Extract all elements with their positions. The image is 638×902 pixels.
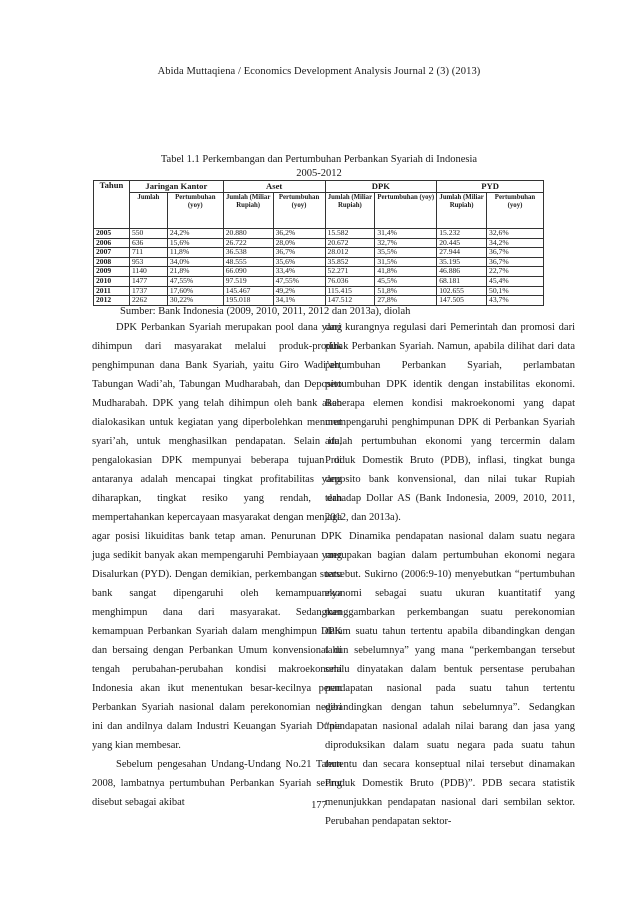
paragraph-dpk: DPK Perbankan Syariah merupakan pool dana yang dihimpun dari masyarakat melalui produk-produk penghimpunan dana Bank Syariah, yaitu Giro Wadi’ah, Tabungan Wadi’ah, Tabungan Mudharabah, dan Deposito Mudharabah. DPK yang telah dihimpun oleh bank akan dialokasikan untuk kegiatan yang diperbolehkan menurut syari’ah, untuk menghasilkan pendapatan. Selain itu, pengalokasian DPK mempunyai beberapa tujuan di antaranya adalah mencapai tingkat profitabilitas yang diharapkan, tingkat resiko yang rendah, dan mempertahankan kepercayaan masyarakat dengan menjaga agar posisi likuiditas bank tetap aman. Penurunan DPK juga sedikit banyak akan mempengaruhi Pembiayaan yang Disalurkan (PYD). Dengan demikian, perkembangan suatu bank sangat dipengaruhi oleh kemampuannya menghimpun dana dari masyarakat. Sedangkan kemampuan Perbankan Syariah dalam menghimpun DPK dan bersaing dengan Perbankan Umum konvensional di tengah perubahan-perubahan kondisi makroekonomi Indonesia akan ikut menentukan besar-kecilnya peran Perbankan Syariah nasional dalam perekonomian negeri ini dan andilnya dalam Industri Keuangan Syariah Dunia yang kian membesar. — [92, 322, 342, 751]
sub-header: Jumlah (Miliar Rupiah) — [437, 193, 487, 229]
table-cell: 20.672 — [325, 238, 375, 248]
left-column — [92, 318, 342, 812]
table-cell: 195.018 — [223, 296, 273, 306]
table-cell: 20.445 — [437, 238, 487, 248]
table-row — [94, 257, 544, 267]
col-header-jaringan-kantor: Jaringan Kantor — [129, 181, 223, 193]
table-cell: 953 — [129, 257, 167, 267]
table-cell: 27,8% — [375, 296, 437, 306]
table-cell: 145.467 — [223, 286, 273, 296]
table-cell: 1477 — [129, 276, 167, 286]
table-row — [94, 296, 544, 306]
running-header: Abida Muttaqiena / Economics Development Analysis Journal 2 (3) (2013) — [157, 66, 481, 77]
table-cell: 2262 — [129, 296, 167, 306]
table-cell: 147.505 — [437, 296, 487, 306]
paragraph-dinamika: Dinamika pendapatan nasional dalam suatu negara merupakan bagian dalam pertumbuhan ekonomi negara tersebut. Sukirno (2006:9-10) menyebutkan “pertumbuhan ekonomi sebagai suatu ukuran kuantitatif yang menggambarkan perkembangan suatu perekonomian dalam suatu tahun tertentu apabila dibandingkan dengan tahun sebelumnya” yang mana “perkembangan tersebut selalu dinyatakan dalam bentuk persentase perubahan pendapatan nasional pada suatu tahun tertentu dibandingkan dengan tahun sebelumnya”. Sedangkan “pendapatan nasional adalah nilai barang dan jasa yang diproduksikan dalam suatu negara pada suatu tahun tertentu dan secara konseptual nilai tersebut dinamakan Produk Domestik Bruto (PDB)”. PDB secara statistik menunjukkan pendapatan nasional dari sembilan sektor. Perubahan pendapatan sektor- — [325, 531, 575, 827]
table-cell: 35,5% — [375, 248, 437, 258]
table-cell: 711 — [129, 248, 167, 258]
table-cell: 34,2% — [487, 238, 544, 248]
table-cell: 17,60% — [167, 286, 223, 296]
table-cell: 28,0% — [273, 238, 325, 248]
table-cell: 31,4% — [375, 229, 437, 239]
col-header-tahun: Tahun — [94, 181, 130, 229]
table-row — [94, 238, 544, 248]
table-cell: 36,2% — [273, 229, 325, 239]
table-source: Sumber: Bank Indonesia (2009, 2010, 2011, 2012 dan 2013a), diolah — [120, 306, 411, 317]
table-cell: 52.271 — [325, 267, 375, 277]
table-cell: 31,5% — [375, 257, 437, 267]
col-header-aset: Aset — [223, 181, 325, 193]
row-year-cell: 2007 — [94, 248, 130, 258]
sub-header: Pertumbuhan (yoy) — [375, 193, 437, 229]
table-cell: 36.538 — [223, 248, 273, 258]
table-cell: 76.036 — [325, 276, 375, 286]
row-year-cell: 2008 — [94, 257, 130, 267]
row-year-cell: 2009 — [94, 267, 130, 277]
sub-header: Jumlah — [129, 193, 167, 229]
table-cell: 34,0% — [167, 257, 223, 267]
table-cell: 22,7% — [487, 267, 544, 277]
table-cell: 36,7% — [273, 248, 325, 258]
table-cell: 550 — [129, 229, 167, 239]
table-cell: 47,55% — [167, 276, 223, 286]
table-cell: 66.090 — [223, 267, 273, 277]
table-cell: 1737 — [129, 286, 167, 296]
row-year-cell: 2012 — [94, 296, 130, 306]
paragraph-regulasi: dari kurangnya regulasi dari Pemerintah dan promosi dari pihak Perbankan Syariah. Namun, apabila dilihat dari data pertumbuhan Perbankan Syariah, perlambatan pertumbuhan DPK identik dengan instabilitas ekonomi. Beberapa elemen kondisi makroekonomi yang dapat mempengaruhi penghimpunan DPK di Perbankan Syariah adalah pertumbuhan ekonomi yang tercermin dalam Produk Domestik Bruto (PDB), inflasi, tingkat bunga deposito bank konvensional, dan nilai tukar Rupiah terhadap Dollar AS (Bank Indonesia, 2009, 2010, 2011, 2012, dan 2013a). — [325, 322, 575, 523]
page-number: 177 — [311, 800, 327, 811]
table-cell: 68.181 — [437, 276, 487, 286]
table-cell: 102.655 — [437, 286, 487, 296]
sub-header: Pertumbuhan (yoy) — [487, 193, 544, 229]
table-cell: 15.582 — [325, 229, 375, 239]
table-cell: 1140 — [129, 267, 167, 277]
table-cell: 35.852 — [325, 257, 375, 267]
table-sub-header-row — [94, 193, 544, 229]
table-cell: 24,2% — [167, 229, 223, 239]
right-column — [325, 318, 575, 831]
table-cell: 32,6% — [487, 229, 544, 239]
table-cell: 51,8% — [375, 286, 437, 296]
row-year-cell: 2006 — [94, 238, 130, 248]
table-cell: 15.232 — [437, 229, 487, 239]
row-year-cell: 2005 — [94, 229, 130, 239]
table-cell: 41,8% — [375, 267, 437, 277]
sub-header: Pertumbuhan (yoy) — [167, 193, 223, 229]
sub-header: Jumlah (Miliar Rupiah) — [325, 193, 375, 229]
table-cell: 21,8% — [167, 267, 223, 277]
table-cell: 27.944 — [437, 248, 487, 258]
table-cell: 20.880 — [223, 229, 273, 239]
table-row — [94, 248, 544, 258]
table-cell: 35,6% — [273, 257, 325, 267]
table-row — [94, 276, 544, 286]
caption-title: Tabel 1.1 Perkembangan dan Pertumbuhan Perbankan Syariah di Indonesia — [160, 154, 478, 165]
table-cell: 45,4% — [487, 276, 544, 286]
table-group-header-row — [94, 181, 544, 193]
table-row — [94, 267, 544, 277]
table-cell: 49,2% — [273, 286, 325, 296]
table-cell: 43,7% — [487, 296, 544, 306]
row-year-cell: 2010 — [94, 276, 130, 286]
sub-header: Jumlah (Miliar Rupiah) — [223, 193, 273, 229]
table-cell: 11,8% — [167, 248, 223, 258]
table-cell: 48.555 — [223, 257, 273, 267]
table-cell: 35.195 — [437, 257, 487, 267]
table-row — [94, 229, 544, 239]
table-cell: 28.012 — [325, 248, 375, 258]
col-header-pyd: PYD — [437, 181, 544, 193]
table-cell: 45,5% — [375, 276, 437, 286]
table-row — [94, 286, 544, 296]
table-cell: 15,6% — [167, 238, 223, 248]
table-cell: 32,7% — [375, 238, 437, 248]
sub-header: Pertumbuhan (yoy) — [273, 193, 325, 229]
table-cell: 36,7% — [487, 257, 544, 267]
table-cell: 33,4% — [273, 267, 325, 277]
table-cell: 97.519 — [223, 276, 273, 286]
table-cell: 47,55% — [273, 276, 325, 286]
table-cell: 50,1% — [487, 286, 544, 296]
table-cell: 26.722 — [223, 238, 273, 248]
table-cell: 34,1% — [273, 296, 325, 306]
table-cell: 147.512 — [325, 296, 375, 306]
table-body — [94, 229, 544, 306]
table-caption — [100, 153, 538, 181]
sharia-banking-table — [93, 180, 544, 306]
caption-years: 2005-2012 — [296, 168, 342, 179]
table-cell: 30,22% — [167, 296, 223, 306]
row-year-cell: 2011 — [94, 286, 130, 296]
table-cell: 636 — [129, 238, 167, 248]
col-header-dpk: DPK — [325, 181, 437, 193]
paragraph-uu21: Sebelum pengesahan Undang-Undang No.21 Tahun 2008, lambatnya pertumbuhan Perbankan Syariah sering disebut sebagai akibat — [92, 759, 342, 808]
table-cell: 115.415 — [325, 286, 375, 296]
table-cell: 46.886 — [437, 267, 487, 277]
table-cell: 36,7% — [487, 248, 544, 258]
